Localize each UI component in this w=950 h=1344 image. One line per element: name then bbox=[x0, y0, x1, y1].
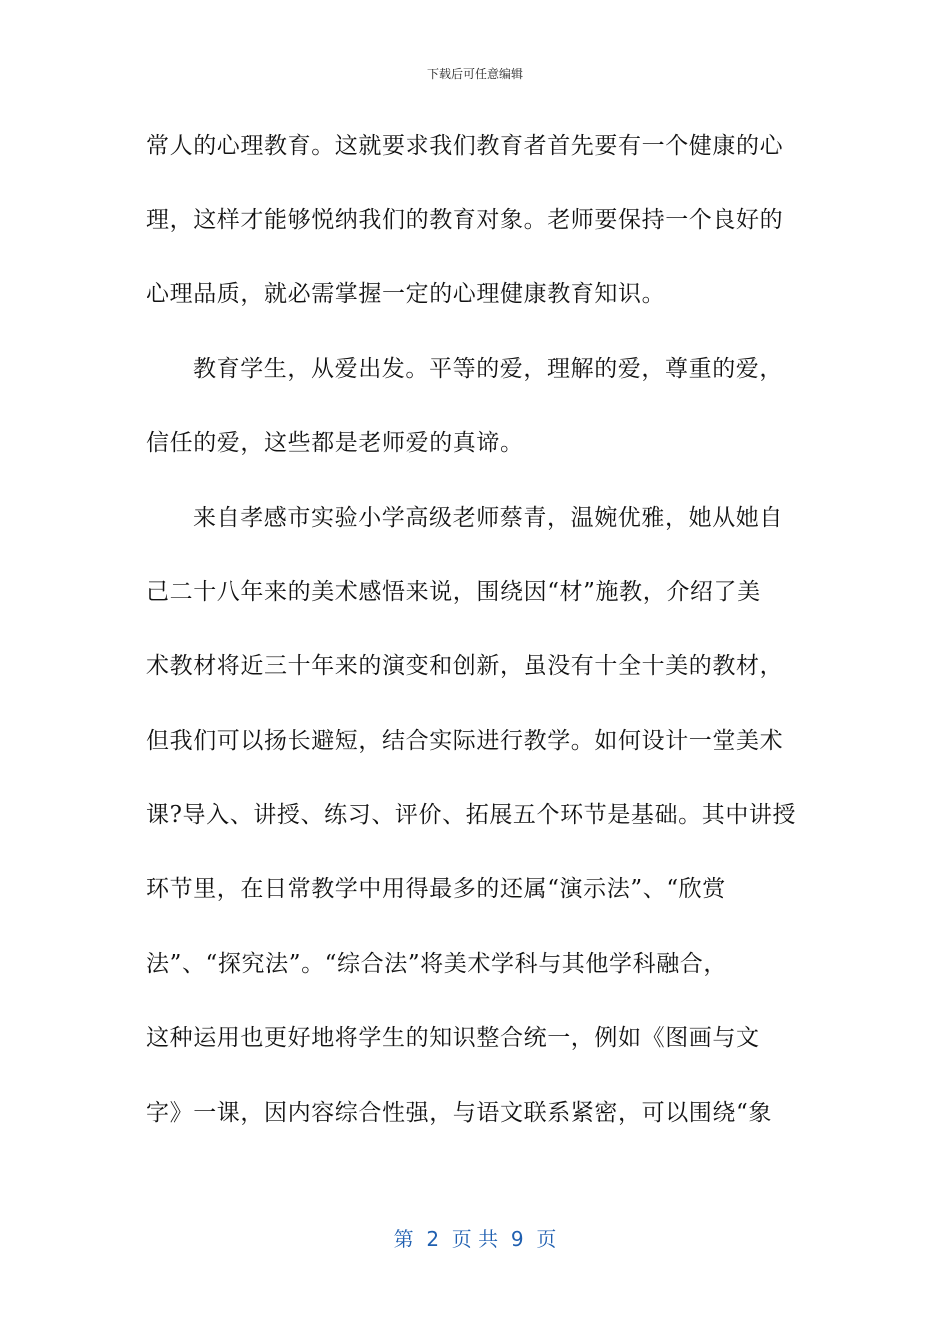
text-line: 信任的爱，这些都是老师爱的真谛。 bbox=[146, 430, 524, 456]
text-line: 法”、“探究法”。“综合法”将美术学科与其他学科融合， bbox=[146, 951, 727, 977]
text-line: 教育学生，从爱出发。平等的爱，理解的爱，尊重的爱， bbox=[193, 356, 783, 382]
text-line: 这种运用也更好地将学生的知识整合统一，例如《图画与文 bbox=[146, 1025, 760, 1051]
page-number-footer: 第 2 页 共 9 页 bbox=[393, 1227, 557, 1251]
text-line: 常人的心理教育。这就要求我们教育者首先要有一个健康的心 bbox=[146, 133, 784, 159]
text-line: 来自孝感市实验小学高级老师蔡青，温婉优雅，她从她自 bbox=[193, 505, 783, 531]
text-line: 心理品质，就必需掌握一定的心理健康教育知识。 bbox=[146, 281, 666, 307]
text-line: 字》一课，因内容综合性强，与语文联系紧密，可以围绕“象 bbox=[146, 1100, 772, 1126]
text-line: 己二十八年来的美术感悟来说，围绕因“材”施教，介绍了美 bbox=[146, 579, 761, 605]
text-line: 但我们可以扬长避短，结合实际进行教学。如何设计一堂美术 bbox=[146, 728, 784, 754]
page-header: 下载后可任意编辑 bbox=[426, 67, 523, 81]
text-line: 环节里，在日常教学中用得最多的还属“演示法”、“欣赏 bbox=[146, 876, 726, 902]
text-line: 课?导入、讲授、练习、评价、拓展五个环节是基础。其中讲授 bbox=[146, 802, 797, 828]
text-line: 理，这样才能够悦纳我们的教育对象。老师要保持一个良好的 bbox=[146, 207, 784, 233]
text-line: 术教材将近三十年来的演变和创新，虽没有十全十美的教材， bbox=[146, 653, 784, 679]
